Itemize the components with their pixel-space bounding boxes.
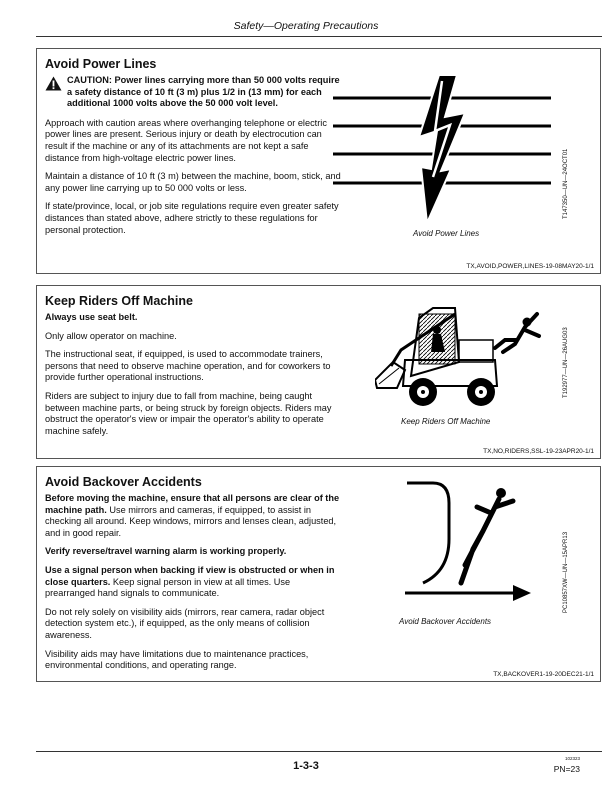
paragraph <box>45 565 341 600</box>
paragraph: Riders are subject to injury due to fall from machine, being caught between machine parts, or being struck by foreign objects. Riders may obstruct the operator's view or impair the operator's ability to operate machine safely. <box>45 390 332 436</box>
image-code: T192977—UN—26AUG03 <box>563 327 569 398</box>
section-avoid-backover <box>36 466 601 682</box>
paragraph: Maintain a distance of 10 ft (3 m) between the machine, boom, stick, and any power line carrying up to 50 000 volts or less. <box>45 171 341 193</box>
header-rule <box>36 36 602 37</box>
reference-code: TX,AVOID,POWER,LINES-19-08MAY20-1/1 <box>466 263 594 270</box>
section-text <box>45 312 341 444</box>
section-text <box>45 493 341 679</box>
figure-caption: Avoid Backover Accidents <box>399 617 492 626</box>
paragraph: If state/province, local, or job site regulations require even greater safety distances than stated above, adhere strictly to these regulations for personal protection. <box>45 201 339 235</box>
section-title: Avoid Power Lines <box>45 57 157 71</box>
section-keep-riders-off <box>36 285 601 459</box>
bold-lead: Before moving the machine, ensure that all persons are clear of the machine path. <box>45 493 340 515</box>
paragraph: Approach with caution areas where overhanging telephone or electric power lines are present. Serious injury or death by electrocution can result if the machine or any of its attachments are not kept a safe distance from high-voltage electric power lines. <box>45 117 327 163</box>
section-title: Avoid Backover Accidents <box>45 475 202 489</box>
reference-code: TX,NO,RIDERS,SSL-19-23APR20-1/1 <box>483 448 594 455</box>
backover-illustration <box>403 479 533 609</box>
figure-caption: Avoid Power Lines <box>413 229 480 238</box>
page-number: 1-3-3 <box>293 760 319 772</box>
reference-code: TX,BACKOVER1-19-20DEC21-1/1 <box>493 671 594 678</box>
paragraph: Visibility aids may have limitations due to maintenance practices, environmental conditions, and operating range. <box>45 648 309 671</box>
section-text <box>45 75 341 243</box>
footer-code: 102323 <box>564 756 580 761</box>
warning-triangle-icon <box>45 76 62 91</box>
paragraph <box>45 546 341 558</box>
caution-note <box>45 75 341 110</box>
lead-text: Always use seat belt. <box>45 312 138 322</box>
power-lines-illustration <box>331 73 553 225</box>
paragraph: The instructional seat, if equipped, is used to accommodate trainers, persons that need to observe machine operation, and for coworkers to provide further operational instructions. <box>45 349 331 383</box>
paragraph: Only allow operator on machine. <box>45 330 177 341</box>
section-avoid-power-lines <box>36 48 601 274</box>
paragraph-text: Keep signal person in view at all times. Use prearranged hand signals to communicate. <box>45 576 291 599</box>
bold-lead: Verify reverse/travel warning alarm is working properly. <box>45 546 287 557</box>
image-code: T147350—UN—24OCT01 <box>563 148 569 219</box>
paragraph-text: Use mirrors and cameras, if equipped, to assist in checking all around. Keep windows, mirrors and lenses clean, adjusted, and in good repair. <box>45 504 337 538</box>
bold-lead: Use a signal person when backing if view is obstructed or when in close quarters. <box>45 564 335 587</box>
footer-rule <box>36 751 602 752</box>
paragraph: Do not rely solely on visibility aids (mirrors, rear camera, radar object detection system etc.), if equipped, as the only means of collision awareness. <box>45 606 325 640</box>
paragraph <box>45 493 341 539</box>
skid-steer-rider-illustration <box>375 300 545 408</box>
pn-label: PN=23 <box>553 764 580 774</box>
section-title: Keep Riders Off Machine <box>45 294 193 308</box>
image-code: PC10857XW—UN—15APR13 <box>563 531 569 613</box>
figure-caption: Keep Riders Off Machine <box>401 417 491 426</box>
caution-text: CAUTION: Power lines carrying more than 50 000 volts require a safety distance of 10 ft (3 m) plus 1/2 in (13 mm) for each additional 1000 volts above the 50 000 volt level. <box>67 75 340 109</box>
running-header: Safety—Operating Precautions <box>233 20 379 32</box>
